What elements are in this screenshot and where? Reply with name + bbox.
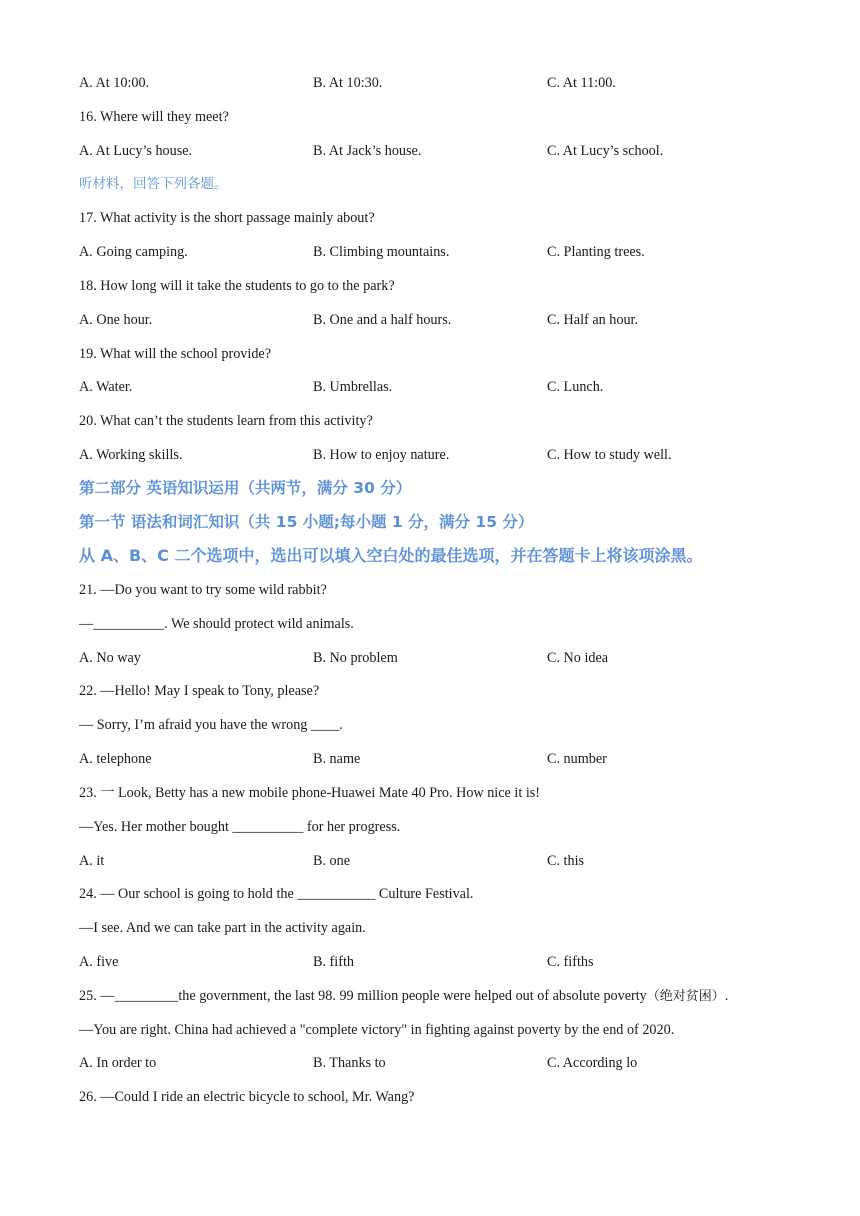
q18-option-c: C. Half an hour.	[547, 312, 639, 328]
q23-option-a: A. it	[79, 853, 105, 869]
q17-option-b: B. Climbing mountains.	[313, 244, 450, 260]
q15-option-c: C. At 11:00.	[547, 75, 616, 91]
q22-option-c: C. number	[547, 751, 607, 767]
q20-option-b: B. How to enjoy nature.	[313, 447, 450, 463]
q26-line1: 26. —Could I ride an electric bicycle to school, Mr. Wang?	[79, 1089, 415, 1105]
q22-option-b: B. name	[313, 751, 361, 767]
q24-line2: —I see. And we can take part in the activity again.	[79, 920, 366, 936]
q23-option-c: C. this	[547, 853, 585, 869]
q19-question: 19. What will the school provide?	[79, 346, 272, 362]
q25-option-b: B. Thanks to	[313, 1055, 386, 1071]
q20-option-a: A. Working skills.	[79, 447, 183, 463]
q18-question: 18. How long will it take the students to go to the park?	[79, 278, 395, 294]
q23-line2: —Yes. Her mother bought __________ for her progress.	[79, 819, 401, 835]
q21-option-a: A. No way	[79, 650, 141, 666]
q15-option-b: B. At 10:30.	[313, 75, 383, 91]
q21-option-c: C. No idea	[547, 650, 609, 666]
q24-line1: 24. — Our school is going to hold the ___________ Culture Festival.	[79, 886, 474, 902]
q22-line1: 22. —Hello! May I speak to Tony, please?	[79, 683, 320, 699]
q20-question: 20. What can’t the students learn from this activity?	[79, 413, 373, 429]
q16-option-b: B. At Jack’s house.	[313, 143, 422, 159]
q17-option-a: A. Going camping.	[79, 244, 188, 260]
q17-option-c: C. Planting trees.	[547, 244, 645, 260]
q16-question: 16. Where will they meet?	[79, 109, 229, 125]
q22-line2: — Sorry, I’m afraid you have the wrong ____.	[79, 717, 343, 733]
q25-line1-text: 25. —_________the government, the last 98. 99 million people were helped out of absolute poverty	[79, 988, 647, 1004]
q18-option-b: B. One and a half hours.	[313, 312, 452, 328]
q19-option-b: B. Umbrellas.	[313, 379, 393, 395]
q21-line2: —__________. We should protect wild animals.	[79, 616, 354, 632]
q25-option-c: C. According lo	[547, 1055, 638, 1071]
q19-option-a: A. Water.	[79, 379, 133, 395]
q25-line2: —You are right. China had achieved a "complete victory" in fighting against poverty by the end of 2020.	[79, 1022, 675, 1038]
q25-line1-cn: （绝对贫困）	[646, 989, 725, 1004]
q22-option-a: A. telephone	[79, 751, 152, 767]
q20-option-c: C. How to study well.	[547, 447, 672, 463]
q25-line1	[79, 984, 728, 1008]
q25-line1-suffix: .	[724, 988, 729, 1004]
part2-heading: 第二部分 英语知识运用（共两节，满分 30 分）	[79, 479, 412, 497]
q24-option-a: A. five	[79, 954, 119, 970]
q16-option-a: A. At Lucy’s house.	[79, 143, 193, 159]
q15-option-a: A. At 10:00.	[79, 75, 150, 91]
q23-line1: 23. 一 Look, Betty has a new mobile phone-Huawei Mate 40 Pro. How nice it is!	[79, 785, 541, 801]
q18-option-a: A. One hour.	[79, 312, 153, 328]
section1-heading: 第一节 语法和词汇知识（共 15 小题;每小题 1 分，满分 15 分）	[79, 513, 534, 531]
q21-line1: 21. —Do you want to try some wild rabbit?	[79, 582, 327, 598]
listen-note: 听材料，回答下列各题。	[79, 176, 228, 192]
q24-option-c: C. fifths	[547, 954, 594, 970]
q24-option-b: B. fifth	[313, 954, 354, 970]
instruction-heading: 从 A、B、C 二个选项中，选出可以填入空白处的最佳选项，并在答题卡上将该项涂黑。	[79, 546, 703, 565]
q21-option-b: B. No problem	[313, 650, 398, 666]
q25-option-a: A. In order to	[79, 1055, 157, 1071]
q16-option-c: C. At Lucy’s school.	[547, 143, 664, 159]
q19-option-c: C. Lunch.	[547, 379, 604, 395]
q17-question: 17. What activity is the short passage mainly about?	[79, 210, 375, 226]
q23-option-b: B. one	[313, 853, 351, 869]
